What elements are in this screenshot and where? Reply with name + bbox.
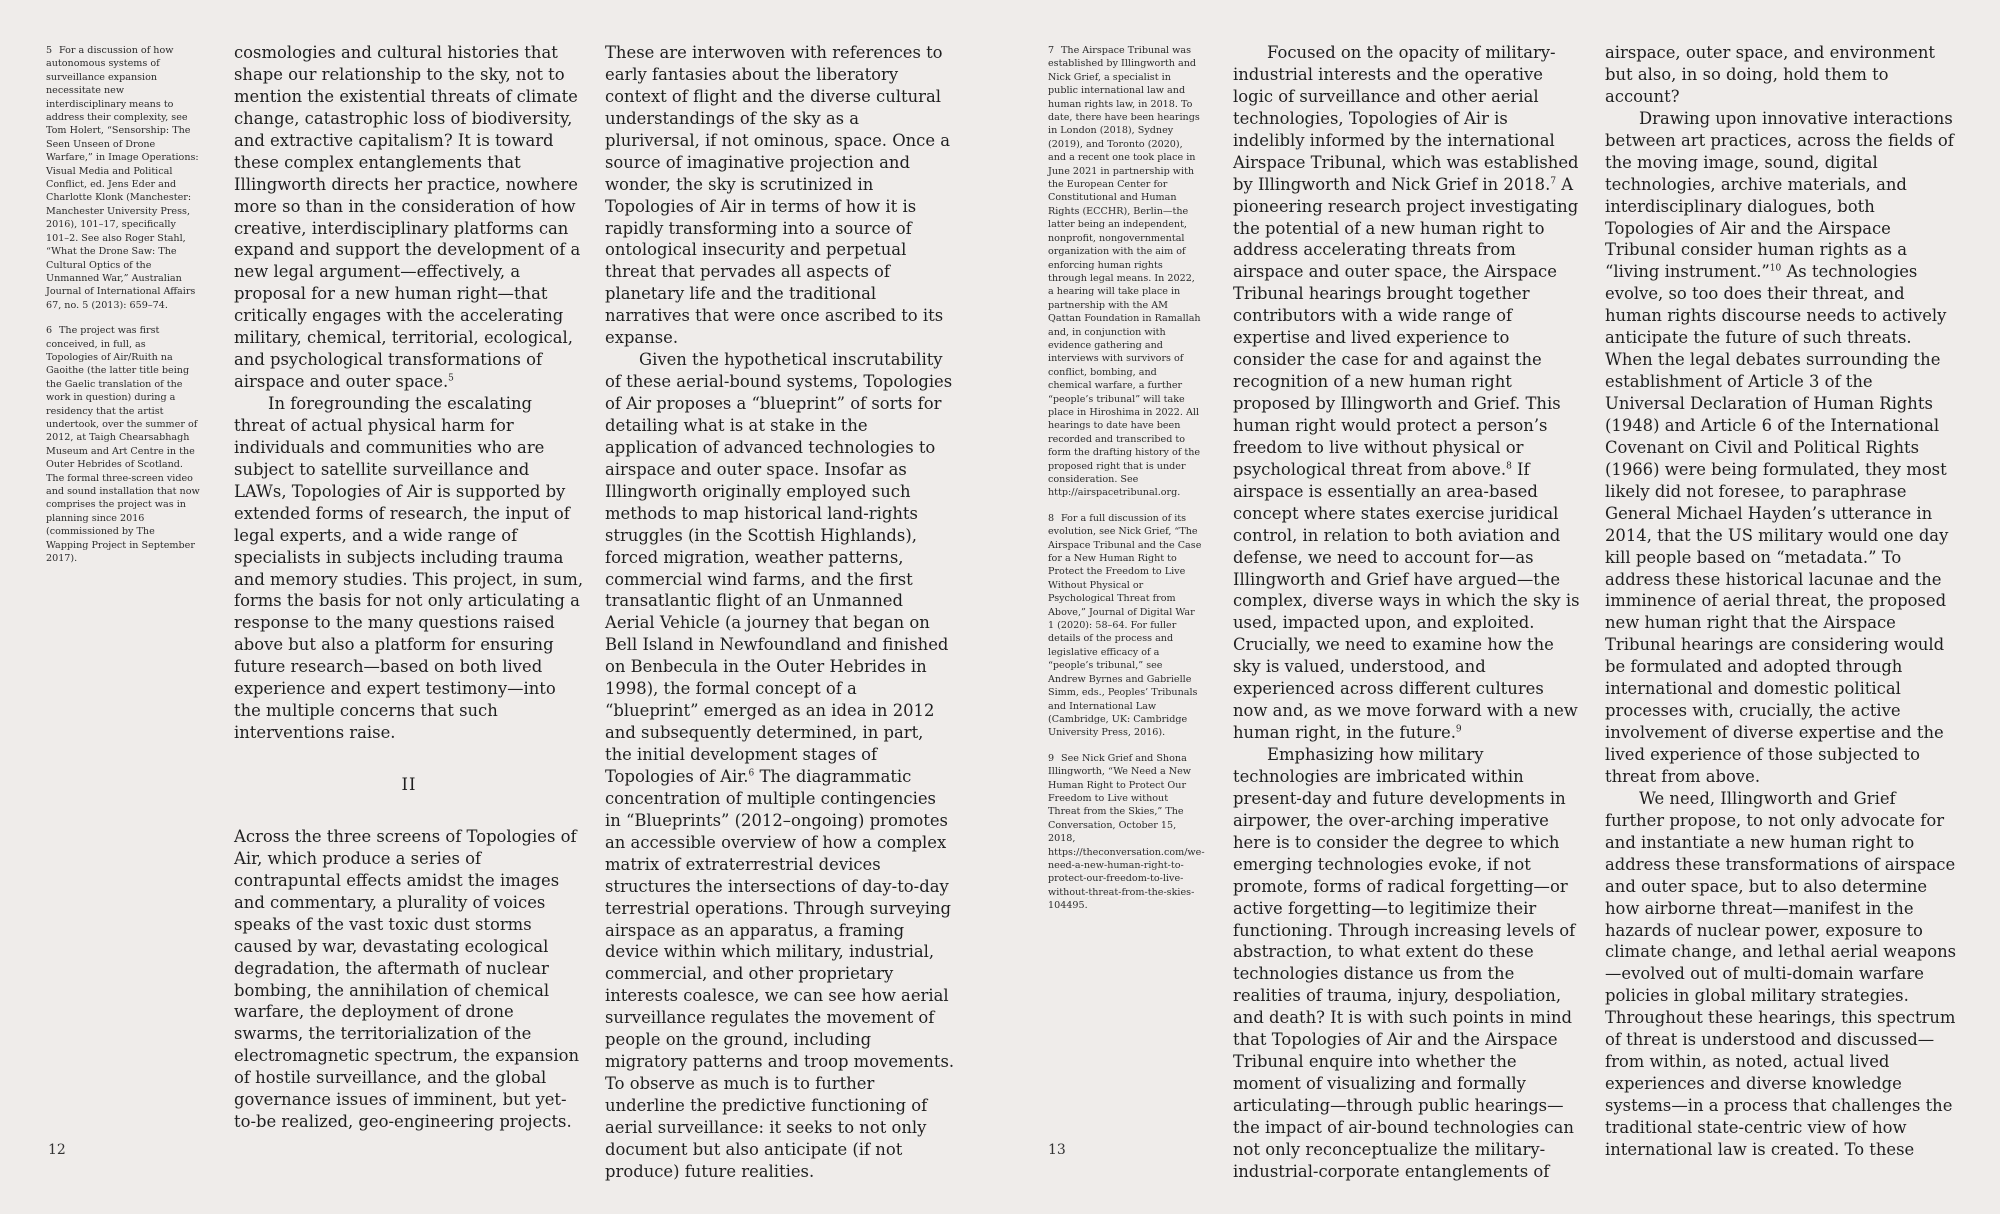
footnote-ref[interactable]: 10 [1769, 263, 1782, 274]
right-body-column-2 [1605, 42, 1957, 1161]
footnote-7: 7 The Airspace Tribunal was established by Illingworth and Nick Grief, a specialist in public international law and human rights law, in 2018. To date, there have been hearings in London (2018), Sydney (2019), and Toronto (2020), and a recent one took place in June 2021 in partnership with the European Center for Constitutional and Human Rights (ECCHR), Berlin—the latter being an independent, nonprofit, nongovernmental organization with the aim of enforcing human rights through legal means. In 2022, a hearing will take place in partnership with the AM Qattan Foundation in Ramallah and, in conjunction with evidence gathering and interviews with survivors of conflict, bombing, and chemical warfare, a further “people’s tribunal” will take place in Hiroshima in 2022. All hearings to date have been recorded and transcribed to form the drafting history of the proposed right that is under consideration. See http://airspacetribunal.org. [1048, 45, 1201, 499]
left-body-column-2 [605, 42, 955, 1183]
footnote-ref[interactable]: 6 [748, 768, 755, 779]
footnote-ref[interactable]: 8 [1506, 461, 1512, 472]
footnote-6: 6 The project was first conceived, in full, as Topologies of Air/Ruith na Gaoithe (the latter title being the Gaelic translation of the work in question) during a residency that the artist undertook, over the summer of 2012, at Taigh Chearsabhagh Museum and Art Centre in the Outer Hebrides of Scotland. The formal three-screen video and sound installation that now comprises the project was in planning since 2016 (commissioned by The Wapping Project in September 2017). [46, 325, 200, 565]
paragraph: Emphasizing how military technologies are imbricated within present-day and future developments in airpower, the over-arching imperative here is to consider the degree to which emerging technologies evoke, if not promote, forms of radical forgetting—or active forgetting—to legitimize their functioning. Through increasing levels of abstraction, to what extent do these technologies distance us from the realities of trauma, injury, despoliation, and death? It is with such points in mind that Topologies of Air and the Airspace Tribunal enquire into whether the moment of visualizing and formally articulating—through public hearings—the impact of air-bound technologies can not only reconceptualize the military-industrial-corporate entanglements of [1233, 745, 1576, 1181]
page-number-right: 13 [1048, 1142, 1066, 1158]
right-body-column-1 [1233, 42, 1583, 1183]
footnote-8: 8 For a full discussion of its evolution, see Nick Grief, “The Airspace Tribunal and the Case for a New Human Right to Protect the Freedom to Live Without Physical or Psychological Threat from Above,” Journal of Digital War 1 (2020): 58–64. For fuller details of the process and legislative efficacy of a “people’s tribunal,” see Andrew Byrnes and Gabrielle Simm, eds., Peoples’ Tribunals and International Law (Cambridge, UK: Cambridge University Press, 2016). [1048, 512, 1202, 739]
section-number: II [401, 775, 417, 794]
footnote-5: 5 For a discussion of how autonomous systems of surveillance expansion necessitate new interdisciplinary means to address their complexity, see Tom Holert, “Sensorship: The Seen Unseen of Drone Warfare,” in Image Operations: Visual Media and Political Conflict, ed. Jens Eder and Charlotte Klonk (Manchester: Manchester University Press, 2016), 101–17, specifically 101–2. See also Roger Stahl, “What the Drone Saw: The Cultural Optics of the Unmanned War,” Australian Journal of International Affairs 67, no. 5 (2013): 659–74. [46, 45, 199, 311]
paragraph: Drawing upon innovative interactions between art practices, across the fields of the moving image, sound, digital technologies, archive materials, and interdisciplinary dialogues, both Topologies of Air and the Airspace Tribunal consider human rights as a “living instrument.”$^{10}$ As technologies evolve, so too does their threat, and human rights discourse needs to actively anticipate the future of such threats. When the legal debates surrounding the establishment of Article 3 of the Universal Declaration of Human Rights (1948) and Article 6 of the International Covenant on Civil and Political Rights (1966) were being formulated, they most likely did not foresee, to paraphrase General Michael Hayden’s utterance in 2014, that the US military would one day kill people based on “metadata.” To address these historical lacunae and the imminence of aerial threat, the proposed new human right that the Airspace Tribunal hearings are considering would be formulated and adopted through international and domestic political processes with, crucially, the active involvement of diverse expertise and the lived experience of those subjected to threat from above. [1605, 108, 1954, 786]
right-footnotes [1048, 44, 1205, 925]
left-body-column-1 [234, 42, 584, 1133]
paragraph: Focused on the opacity of military-industrial interests and the operative logic of surveillance and other aerial technologies, Topologies of Air is indelibly informed by the international Airspace Tribunal, which was established by Illingworth and Nick Grief in 2018.$^7$ A pioneering research project investigating the potential of a new human right to address accelerating threats from airspace and outer space, the Airspace Tribunal hearings brought together contributors with a wide range of expertise and lived experience to consider the case for and against the recognition of a new human right proposed by Illingworth and Grief. This human right would protect a person’s freedom to live without physical or psychological threat from above.$^8$ If airspace is essentially an area-based concept where states exercise juridical control, in relation to both aviation and defense, we need to account for—as Illingworth and Grief have argued—the complex, diverse ways in which the sky is used, impacted upon, and exploited. Crucially, we need to examine how the sky is valued, understood, and experienced across different cultures now and, as we move forward with a new human right, in the future.$^9$ [1233, 43, 1580, 743]
paragraph: airspace, outer space, and environment but also, in so doing, hold them to account? [1605, 43, 1935, 106]
paragraph: These are interwoven with references to early fantasies about the liberatory context of flight and the diverse cultural understandings of the sky as a pluriversal, if not ominous, space. Once a source of imaginative projection and wonder, the sky is scrutinized in Topologies of Air in terms of how it is rapidly transforming into a source of ontological insecurity and perpetual threat that pervades all aspects of planetary life and the traditional narratives that were once ascribed to its expanse. [605, 43, 951, 348]
paragraph: In foregrounding the escalating threat of actual physical harm for individuals and communities who are subject to satellite surveillance and LAWs, Topologies of Air is supported by extended forms of research, the input of legal experts, and a wide range of specialists in subjects including trauma and memory studies. This project, in sum, forms the basis for not only articulating a response to the many questions raised above but also a platform for ensuring future research—based on both lived experience and expert testimony—into the multiple concerns that such interventions raise. [234, 394, 584, 743]
paragraph: Given the hypothetical inscrutability of these aerial-bound systems, Topologies of Air proposes a “blueprint” of sorts for detailing what is at stake in the application of advanced technologies to airspace and outer space. Insofar as Illingworth originally employed such methods to map historical land-rights struggles (in the Scottish Highlands), forced migration, weather patterns, commercial wind farms, and the first transatlantic flight of an Unmanned Aerial Vehicle (a journey that began on Bell Island in Newfoundland and finished on Benbecula in the Outer Hebrides in 1998), the formal concept of a “blueprint” emerged as an idea in 2012 and subsequently determined, in part, the initial development stages of Topologies of Air.$^6$ The diagrammatic concentration of multiple contingencies in “Blueprints” (2012–ongoing) promotes an accessible overview of how a complex matrix of extraterrestrial devices structures the intersections of day-to-day terrestrial operations. Through surveying airspace as an apparatus, a framing device within which military, industrial, commercial, and other proprietary interests coalesce, we can see how aerial surveillance regulates the movement of people on the ground, including migratory patterns and troop movements. To observe as much is to further underline the predictive functioning of aerial surveillance: it seeks to not only document but also anticipate (if not produce) future realities. [605, 350, 955, 1181]
paragraph: We need, Illingworth and Grief further propose, to not only advocate for and instantiate a new human right to address these transformations of airspace and outer space, but to also determine how airborne threat—manifest in the hazards of nuclear power, exposure to climate change, and lethal aerial weapons—evolved out of multi-domain warfare policies in global military strategies. Throughout these hearings, this spectrum of threat is understood and discussed—from within, as noted, actual lived experiences and diverse knowledge systems—in a process that challenges the traditional state-centric view of how international law is created. To these [1605, 788, 1957, 1159]
footnote-ref[interactable]: 7 [1550, 176, 1557, 187]
paragraph: Across the three screens of Topologies of Air, which produce a series of contrapuntal effects amidst the images and commentary, a plurality of voices speaks of the vast toxic dust storms caused by war, devastating ecological degradation, the aftermath of nuclear bombing, the annihilation of chemical warfare, the deployment of drone swarms, the territorialization of the electromagnetic spectrum, the expansion of hostile surveillance, and the global governance issues of imminent, but yet-to-be realized, geo-engineering projects. [234, 826, 580, 1132]
page-number-left: 12 [48, 1142, 66, 1158]
footnote-ref[interactable]: 9 [1455, 724, 1462, 735]
paragraph: cosmologies and cultural histories that shape our relationship to the sky, not to mention the existential threats of climate change, catastrophic loss of biodiversity, and extractive capitalism? It is toward these complex entanglements that Illingworth directs her practice, nowhere more so than in the consideration of how creative, interdisciplinary platforms can expand and support the development of a new legal argument—effectively, a proposal for a new human right—that critically engages with the accelerating military, chemical, territorial, ecological, and psychological transformations of airspace and outer space.$^5$ [234, 43, 581, 392]
left-footnotes [46, 44, 200, 577]
footnote-ref[interactable]: 5 [448, 373, 454, 384]
footnote-9: 9 See Nick Grief and Shona Illingworth, “We Need a New Human Right to Protect Our Freedom to Live without Threat from the Skies,” The Conversation, October 15, 2018, https://theconversation.com/we-need-a-new-human-right-to-protect-our-freedom-to-live-without-threat-from-the-skies-104495. [1048, 752, 1205, 912]
